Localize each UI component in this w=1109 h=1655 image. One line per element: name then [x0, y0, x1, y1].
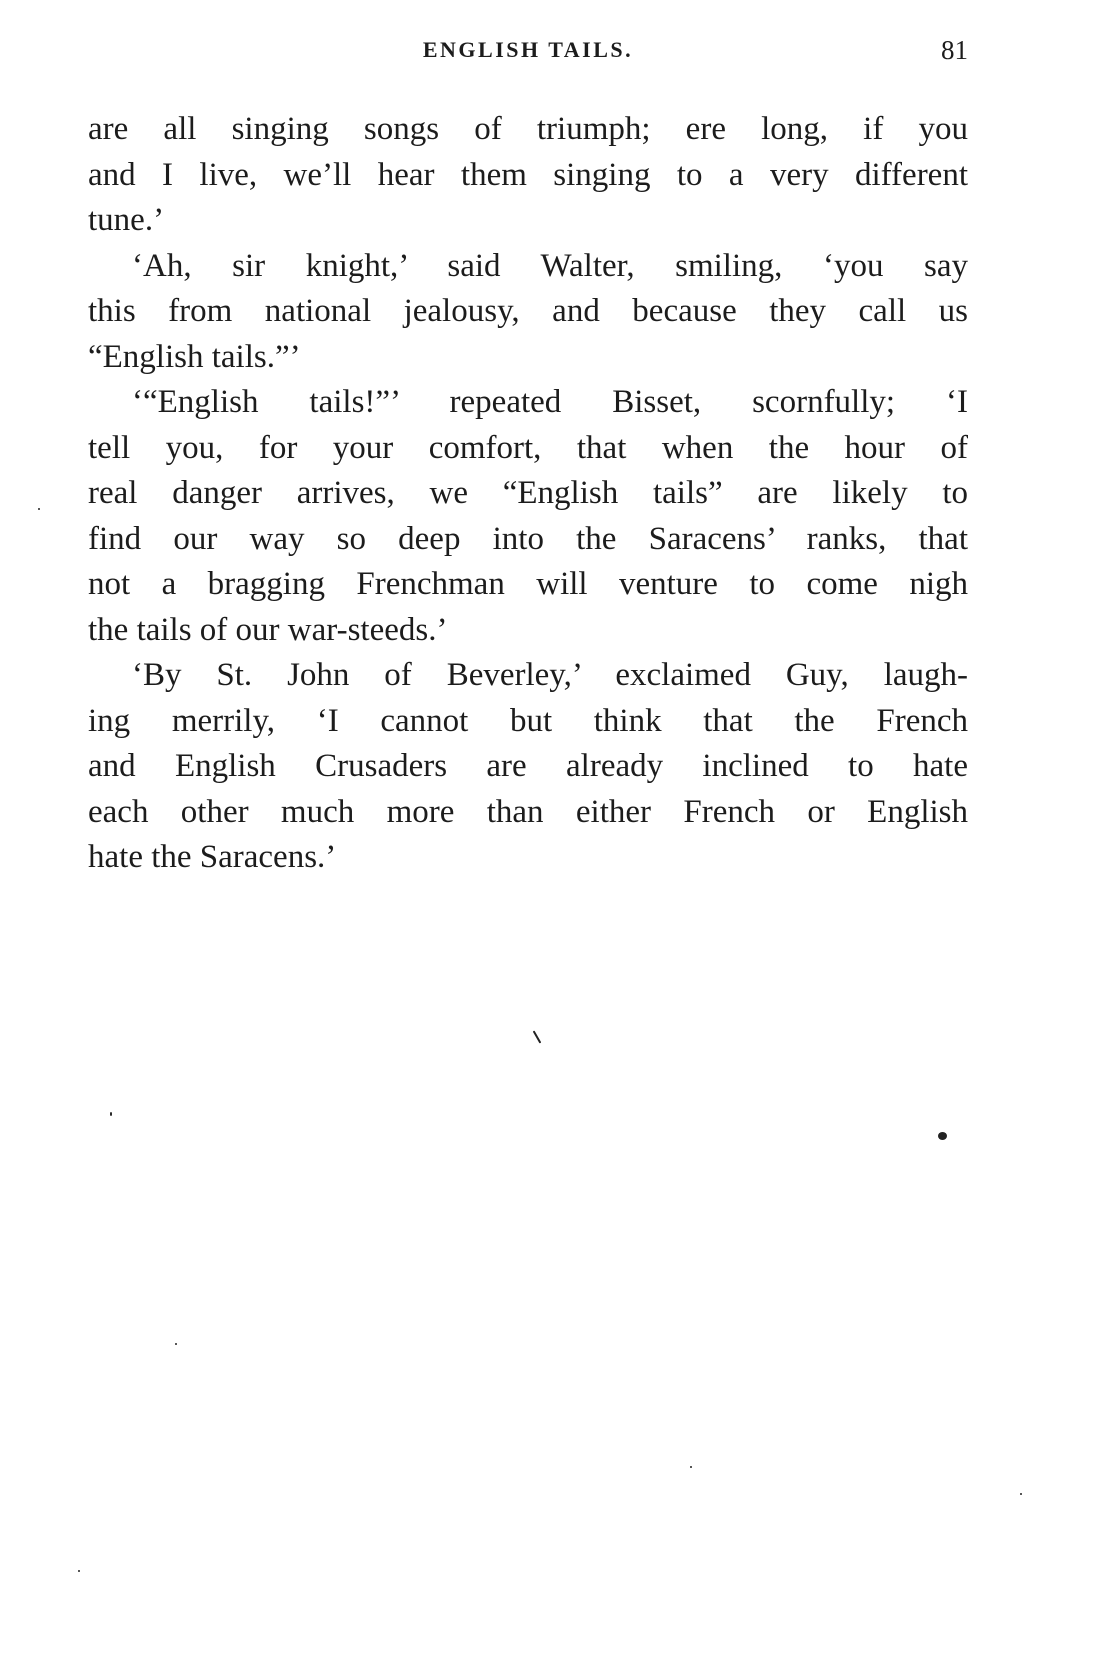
ink-speck	[78, 1570, 80, 1572]
text-line: hate the Saracens.’	[88, 839, 337, 875]
body-text	[88, 107, 968, 881]
ink-speck	[690, 1466, 692, 1468]
text-line: tell you, for your comfort, that when the hour of	[88, 429, 968, 466]
text-line: each other much more than either French or English	[88, 793, 968, 830]
text-line: ing merrily, ‘I cannot but think that the French	[88, 702, 968, 739]
ink-speck	[938, 1132, 947, 1140]
ink-speck	[1020, 1493, 1022, 1495]
text-line: and I live, we’ll hear them singing to a very different	[88, 156, 968, 193]
page-number: 81	[941, 35, 968, 65]
text-line: not a bragging Frenchman will venture to come nigh	[88, 566, 968, 602]
text-line: ‘“English tails!”’ repeated Bisset, scornfully; ‘I	[132, 384, 968, 420]
text-line: tune.’	[88, 202, 165, 238]
ink-speck	[175, 1343, 177, 1345]
text-line: find our way so deep into the Saracens’ ranks, that	[88, 520, 968, 557]
text-line: are all singing songs of triumph; ere long, if you	[88, 111, 968, 147]
ink-speck	[110, 1112, 112, 1116]
text-line: the tails of our war-steeds.’	[88, 611, 448, 648]
text-line: ‘By St. John of Beverley,’ exclaimed Guy, laugh-	[132, 657, 968, 693]
running-title: ENGLISH TAILS.	[422, 37, 634, 62]
ink-speck	[533, 1030, 542, 1043]
text-line: and English Crusaders are already inclined to hate	[88, 748, 968, 784]
text-line: real danger arrives, we “English tails” are likely to	[88, 475, 968, 511]
ink-speck	[38, 508, 40, 510]
running-header	[88, 30, 968, 70]
text-line: ‘Ah, sir knight,’ said Walter, smiling, ‘you say	[132, 247, 968, 284]
text-line: this from national jealousy, and because they call us	[88, 293, 968, 329]
text-line: “English tails.”’	[88, 338, 301, 375]
